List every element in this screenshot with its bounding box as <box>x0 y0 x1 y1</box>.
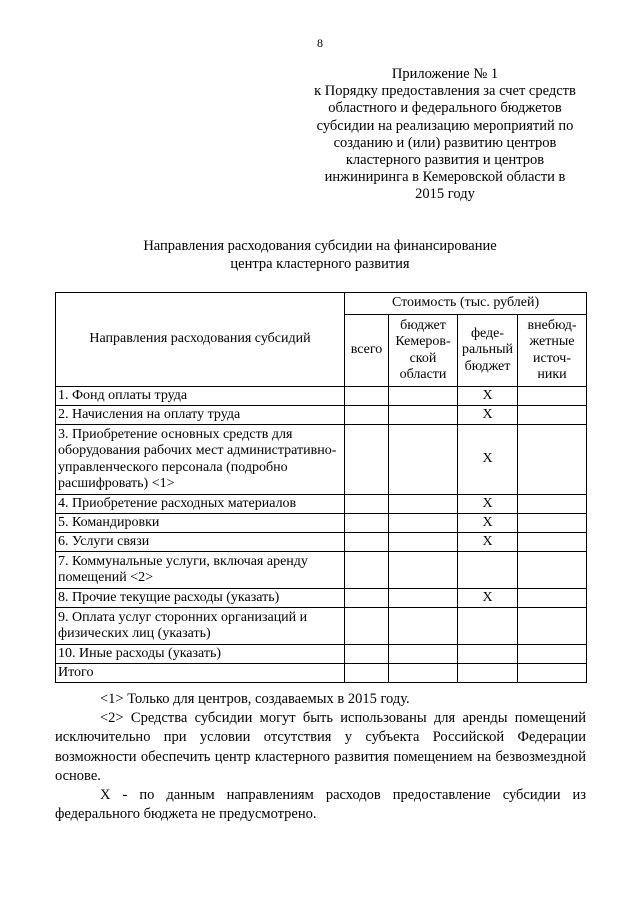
cell-federal <box>458 552 518 589</box>
cell-regional <box>389 552 458 589</box>
cell-federal: X <box>458 533 518 552</box>
header-directions: Направления расходования субсидий <box>56 293 345 387</box>
cell-extrabudget <box>518 589 587 608</box>
cell-extrabudget <box>518 608 587 645</box>
cell-federal: X <box>458 589 518 608</box>
cell-regional <box>389 645 458 664</box>
cell-total <box>345 608 389 645</box>
cell-regional <box>389 589 458 608</box>
cell-extrabudget <box>518 645 587 664</box>
cell-total <box>345 387 389 406</box>
cell-federal: X <box>458 425 518 495</box>
cell-total <box>345 664 389 683</box>
appendix-block <box>300 66 590 204</box>
appendix-line: созданию и (или) развитию центров <box>333 134 557 151</box>
cell-total <box>345 552 389 589</box>
row-label: 3. Приобретение основных средств для оборудования рабочих мест административно-управленческого персонала (подробно расшифровать) <1> <box>56 425 345 495</box>
cell-total <box>345 514 389 533</box>
table-row <box>56 645 587 664</box>
cell-total <box>345 425 389 495</box>
header-total: всего <box>345 315 389 387</box>
cell-extrabudget <box>518 552 587 589</box>
appendix-line: Приложение № 1 <box>391 66 499 82</box>
table-row <box>56 425 587 495</box>
table-row <box>56 495 587 514</box>
appendix-line: кластерного развития и центров <box>345 152 545 169</box>
row-label: 4. Приобретение расходных материалов <box>56 495 345 514</box>
footnotes <box>55 690 586 824</box>
cell-federal: X <box>458 387 518 406</box>
cell-regional <box>389 495 458 514</box>
cell-regional <box>389 425 458 495</box>
footnote-2: <2> Средства субсидии могут быть использованы для аренды помещений исключительно при условии отсутствия у субъекта Российской Федерации возможности обеспечить центр кластерного развития помещением на безвозмездной основе. <box>55 710 586 784</box>
table-row <box>56 514 587 533</box>
cell-federal: X <box>458 495 518 514</box>
table-row <box>56 552 587 589</box>
cell-extrabudget <box>518 495 587 514</box>
table-row <box>56 589 587 608</box>
cell-regional <box>389 514 458 533</box>
header-extrabudget: внебюд-жетные источ-ники <box>518 315 587 387</box>
header-federal-budget: феде-ральный бюджет <box>458 315 518 387</box>
cell-federal: X <box>458 406 518 425</box>
cell-total <box>345 495 389 514</box>
cell-federal <box>458 664 518 683</box>
row-label: 8. Прочие текущие расходы (указать) <box>56 589 345 608</box>
cell-extrabudget <box>518 533 587 552</box>
cell-regional <box>389 664 458 683</box>
table-row <box>56 387 587 406</box>
row-label: 10. Иные расходы (указать) <box>56 645 345 664</box>
cell-federal <box>458 608 518 645</box>
heading-line-1: Направления расходования субсидии на финансирование <box>143 238 497 254</box>
cell-extrabudget <box>518 664 587 683</box>
cell-total <box>345 406 389 425</box>
expenses-table <box>55 292 587 683</box>
table-row-total <box>56 664 587 683</box>
cell-total <box>345 533 389 552</box>
cell-extrabudget <box>518 514 587 533</box>
cell-regional <box>389 533 458 552</box>
row-label: Итого <box>56 664 345 683</box>
cell-federal <box>458 645 518 664</box>
page-number: 8 <box>317 36 323 50</box>
cell-regional <box>389 387 458 406</box>
appendix-line: субсидии на реализацию мероприятий по <box>316 117 574 134</box>
cell-total <box>345 645 389 664</box>
table-row <box>56 533 587 552</box>
appendix-line: к Порядку предоставления за счет средств <box>314 83 576 100</box>
row-label: 1. Фонд оплаты труда <box>56 387 345 406</box>
heading-line-2: центра кластерного развития <box>230 255 410 272</box>
footnote-x: X - по данным направлениям расходов предоставление субсидии из федерального бюджета не предусмотрено. <box>55 787 586 823</box>
cell-regional <box>389 406 458 425</box>
cell-total <box>345 589 389 608</box>
table-row <box>56 608 587 645</box>
cell-extrabudget <box>518 425 587 495</box>
row-label: 5. Командировки <box>56 514 345 533</box>
footnote-1: <1> Только для центров, создаваемых в 2015 году. <box>100 691 410 707</box>
row-label: 6. Услуги связи <box>56 533 345 552</box>
row-label: 2. Начисления на оплату труда <box>56 406 345 425</box>
header-cost: Стоимость (тыс. рублей) <box>345 293 587 315</box>
appendix-line: областного и федерального бюджетов <box>328 100 562 117</box>
document-heading <box>0 238 640 273</box>
header-regional-budget: бюджет Кемеров-ской области <box>389 315 458 387</box>
cell-regional <box>389 608 458 645</box>
appendix-line: инжиниринга в Кемеровской области в <box>324 169 566 186</box>
cell-federal: X <box>458 514 518 533</box>
appendix-line: 2015 году <box>415 186 475 203</box>
cell-extrabudget <box>518 406 587 425</box>
table-row <box>56 406 587 425</box>
row-label: 9. Оплата услуг сторонних организаций и физических лиц (указать) <box>56 608 345 645</box>
row-label: 7. Коммунальные услуги, включая аренду помещений <2> <box>56 552 345 589</box>
cell-extrabudget <box>518 387 587 406</box>
